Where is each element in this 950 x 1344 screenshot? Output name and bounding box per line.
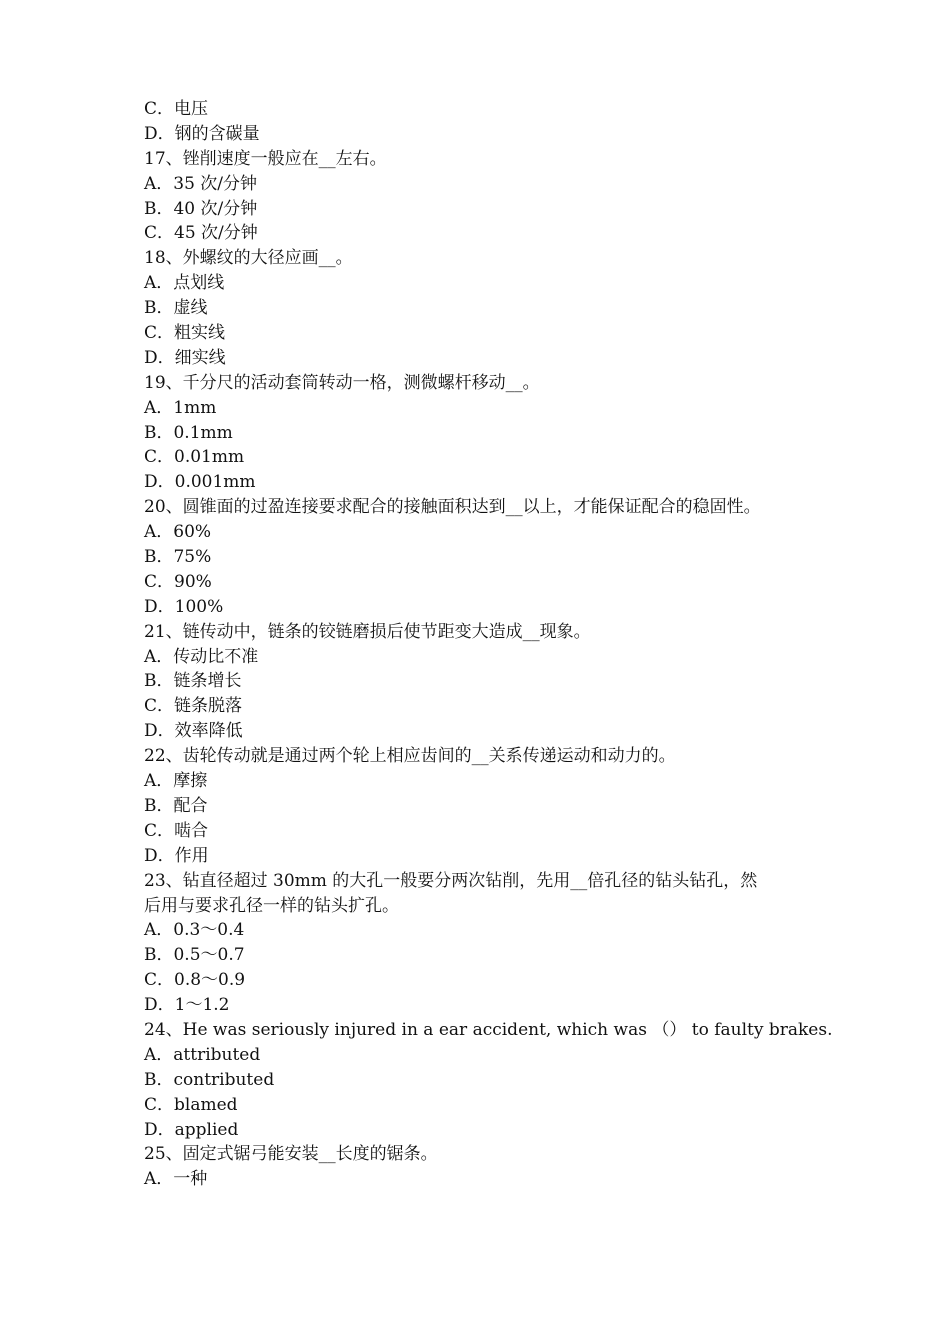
q17-option-b: B．40 次/分钟 [144,198,258,219]
q23-option-b: B．0.5～0.7 [144,945,245,966]
option-c-voltage: C．电压 [144,99,209,119]
q20-option-c: C．90% [144,571,212,592]
question-21: 21、链传动中，链条的铰链磨损后使节距变大造成__现象。 [144,621,591,642]
q19-option-a: A．1mm [144,397,217,418]
question-23-continued: 后用与要求孔径一样的钻头扩孔。 [144,895,399,916]
q21-option-a: A．传动比不准 [144,646,259,667]
question-23: 23、钻直径超过 30mm 的大孔一般要分两次钻削，先用__倍孔径的钻头钻孔，然 [144,870,758,891]
q21-option-d: D．效率降低 [144,721,243,742]
q22-option-b: B．配合 [144,795,208,816]
q17-option-a: A．35 次/分钟 [144,173,258,194]
q18-option-b: B．虚线 [144,298,208,319]
q17-option-c: C．45 次/分钟 [144,223,258,244]
q23-option-a: A．0.3～0.4 [144,920,245,941]
q20-option-a: A．60% [144,522,212,543]
question-18: 18、外螺纹的大径应画__。 [144,248,353,269]
q24-option-c: C．blamed [144,1094,238,1115]
q19-option-d: D．0.001mm [144,472,256,493]
q19-option-b: B．0.1mm [144,422,233,443]
question-19: 19、千分尺的活动套筒转动一格，测微螺杆移动__。 [144,372,540,393]
q21-option-b: B．链条增长 [144,671,242,692]
q24-option-b: B．contributed [144,1069,275,1090]
question-22: 22、齿轮传动就是通过两个轮上相应齿间的__关系传递运动和动力的。 [144,746,676,767]
question-17: 17、锉削速度一般应在__左右。 [144,148,387,169]
q23-option-d: D．1～1.2 [144,995,230,1016]
q23-option-c: C．0.8～0.9 [144,970,246,991]
q18-option-c: C．粗实线 [144,323,226,344]
question-20: 20、圆锥面的过盈连接要求配合的接触面积达到__以上，才能保证配合的稳固性。 [144,497,761,518]
option-d-carbon-content: D．钢的含碳量 [144,123,260,144]
document-page [144,97,833,1192]
q22-option-a: A．摩擦 [144,771,208,792]
q18-option-a: A．点划线 [144,273,225,294]
q21-option-c: C．链条脱落 [144,696,243,717]
question-25: 25、固定式锯弓能安装__长度的锯条。 [144,1144,438,1165]
q19-option-c: C．0.01mm [144,447,245,468]
q22-option-c: C．啮合 [144,820,209,841]
q18-option-d: D．细实线 [144,347,226,368]
q20-option-d: D．100% [144,596,224,617]
question-24: 24、He was seriously injured in a ear accident, which was （） to faulty brakes. [144,1019,833,1040]
q24-option-d: D．applied [144,1119,239,1140]
q25-option-a: A．一种 [144,1169,208,1190]
q20-option-b: B．75% [144,547,212,568]
q24-option-a: A．attributed [144,1044,261,1065]
q22-option-d: D．作用 [144,845,209,866]
